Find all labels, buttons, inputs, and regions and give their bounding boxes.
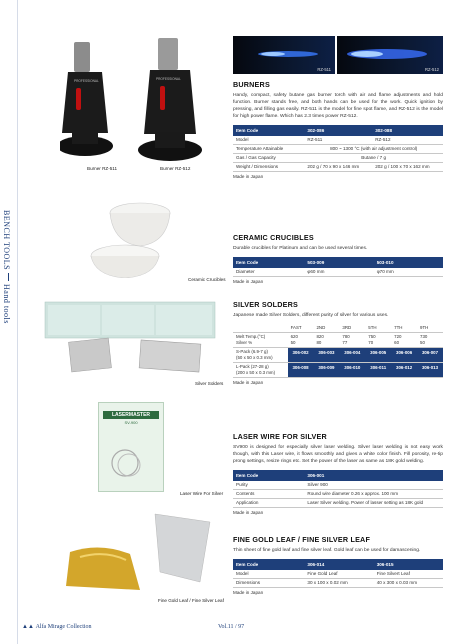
row-label: Contents — [233, 490, 304, 499]
leaf-spec-table — [233, 559, 443, 588]
table-row — [233, 348, 443, 363]
section-burners — [233, 80, 443, 179]
crucibles-photo — [80, 198, 220, 278]
silver-solders-photo — [40, 300, 220, 380]
laser-wire-package-image — [98, 402, 164, 492]
item-code: 306-013 — [417, 363, 443, 378]
row-value: 202 g / 100 x 70 x 162 mm — [372, 163, 443, 172]
flame-label-rz512: RZ-512 — [425, 67, 439, 72]
solders-description: Japanese made Silver Solders, different purity of silver for various uses. — [233, 313, 389, 318]
section-leaf — [233, 535, 443, 595]
row-value: Fine Silvert Leaf — [374, 570, 443, 579]
grade-header: 7TH — [391, 324, 417, 333]
item-code: 306-012 — [391, 363, 417, 378]
row-value: 40 x 300 x 0.03 mm — [374, 579, 443, 588]
caption-laser-wire: Laser Wire For Silver — [180, 491, 224, 496]
caption-burner-rz512: Burner RZ-512 — [160, 166, 191, 171]
package-model: SV-900 — [124, 420, 138, 425]
crucibles-col-head: Item Code — [233, 257, 304, 268]
leaf-title: FINE GOLD LEAF / FINE SILVER LEAF — [233, 535, 371, 544]
row-value: Butane / 7 g — [304, 154, 443, 163]
footer-page-number: Vol.11 / 97 — [218, 624, 245, 630]
solders-title: SILVER SOLDERS — [233, 300, 298, 309]
crucibles-made-in: Made in Japan — [233, 279, 264, 284]
side-rule — [17, 0, 18, 644]
row-label: Purity — [233, 481, 304, 490]
row-label: Weight / Dimensions — [233, 163, 304, 172]
table-row — [233, 154, 443, 163]
row-value: 730 50 — [417, 333, 443, 348]
side-main-label: BENCH TOOLS — [2, 210, 11, 271]
leaf-code-1: 306-014 — [304, 559, 373, 570]
item-code: 306-008 — [288, 363, 314, 378]
row-value: 820 80 — [313, 333, 339, 348]
item-code: 306-010 — [339, 363, 365, 378]
row-value: φ60 mm — [304, 268, 373, 277]
flame-photo-rz511 — [233, 36, 335, 74]
row-value: Fine Gold Leaf — [304, 570, 373, 579]
table-row — [233, 579, 443, 588]
item-code: 306-003 — [313, 348, 339, 363]
side-sub-label: Hand tools — [2, 284, 11, 324]
row-value: Silver 900 — [304, 481, 443, 490]
item-code: 306-004 — [339, 348, 365, 363]
row-value: 780 77 — [339, 333, 365, 348]
burner-rz511-image — [60, 42, 113, 156]
item-code: 306-007 — [417, 348, 443, 363]
svg-text:PROFESSIONAL: PROFESSIONAL — [156, 77, 181, 81]
section-laser-wire — [233, 432, 443, 515]
leaf-made-in: Made in Japan — [233, 590, 264, 595]
table-row — [233, 363, 443, 378]
row-label — [233, 324, 288, 333]
grade-header: 3RD — [339, 324, 365, 333]
grade-header: 2ND — [313, 324, 339, 333]
item-code: 306-002 — [288, 348, 314, 363]
caption-silver-solders: Silver Solders — [195, 381, 224, 386]
row-label: Temperature Attainable — [233, 145, 304, 154]
section-silver-solders — [233, 300, 443, 385]
row-value: RZ-511 — [304, 136, 372, 145]
laser-title: LASER WIRE FOR SILVER — [233, 432, 327, 441]
row-value: φ70 mm — [374, 268, 443, 277]
flame-label-rz511: RZ-511 — [317, 67, 331, 72]
item-code: 306-005 — [365, 348, 391, 363]
row-value: 30 x 100 x 0.02 mm — [304, 579, 373, 588]
table-row — [233, 163, 443, 172]
leaf-description: Thin sheet of fine gold leaf and fine silver leaf. Gold leaf can be used for damascening. — [233, 548, 421, 553]
table-row — [233, 145, 443, 154]
table-row — [233, 499, 443, 508]
page-footer — [22, 624, 442, 630]
caption-leaf: Fine Gold Leaf / Fine Silver Leaf — [158, 598, 224, 603]
table-row — [233, 570, 443, 579]
footer-brand: Alfa Mirage Collection — [35, 624, 92, 630]
item-code: 306-006 — [391, 348, 417, 363]
row-label: Model — [233, 136, 304, 145]
laser-made-in: Made in Japan — [233, 510, 264, 515]
side-section-label — [2, 210, 14, 340]
leaf-code-2: 306-015 — [374, 559, 443, 570]
crucibles-spec-table — [233, 257, 443, 277]
row-label: Melt Temp.(°C) Silver % — [233, 333, 288, 348]
row-value: 720 60 — [391, 333, 417, 348]
item-code: 306-011 — [365, 363, 391, 378]
solders-made-in: Made in Japan — [233, 380, 264, 385]
row-label: S-Pack (6.9-7 g) (50 x 50 x 0.3 mm) — [233, 348, 288, 363]
brand-logo-icon: ▲▲ — [22, 624, 34, 630]
caption-burner-rz511: Burner RZ-511 — [87, 166, 118, 171]
burners-made-in: Made in Japan — [233, 174, 264, 179]
row-label: L-Pack (27-28 g) (200 x 50 x 0.3 mm) — [233, 363, 288, 378]
crucibles-code-1: 503-009 — [304, 257, 373, 268]
burner-rz512-image — [138, 38, 202, 161]
solders-spec-table — [233, 324, 443, 378]
burners-spec-table — [233, 125, 443, 172]
table-row — [233, 324, 443, 333]
row-value: 620 50 — [288, 333, 314, 348]
row-label: Diameter — [233, 268, 304, 277]
crucibles-title: CERAMIC CRUCIBLES — [233, 233, 314, 242]
row-value: 800 ~ 1300 °C (with air adjustment control) — [304, 145, 443, 154]
row-value: Laser Silver welding. Power of lasser setting as 18K gold — [304, 499, 443, 508]
table-row — [233, 490, 443, 499]
row-value: 202 g / 70 x 90 x 146 mm — [304, 163, 372, 172]
caption-crucibles: Ceramic Crucibles — [188, 277, 226, 282]
flame-photo-rz512 — [337, 36, 443, 74]
laser-col-head: Item Code — [233, 470, 304, 481]
table-row — [233, 136, 443, 145]
package-brand: LASERMASTER — [103, 411, 159, 419]
table-row — [233, 481, 443, 490]
table-row — [233, 268, 443, 277]
side-divider — [8, 273, 9, 281]
burners-code-1: 302-086 — [304, 125, 372, 136]
burners-code-2: 302-088 — [372, 125, 443, 136]
laser-spec-table — [233, 470, 443, 508]
wire-coil-icon — [99, 437, 163, 487]
crucibles-description: Durable crucibles for Platinum and can be used several times. — [233, 246, 368, 251]
grade-header: FAST — [288, 324, 314, 333]
section-crucibles — [233, 233, 443, 284]
item-code: 306-009 — [313, 363, 339, 378]
leaf-photo — [60, 512, 228, 592]
burners-description: Handy, compact, safety butane gas burner torch with air and flame adjustments and hold function. Burner stands free, and both hands can be used for the work. Quick ignition by pressing, and filling gas easily. RZ-511 is the model for fine spot flame, and RZ-512 is the model for high power flame. Which has 2.3 times power RZ-512. — [233, 93, 443, 119]
row-label: Dimensions — [233, 579, 304, 588]
burner-photo — [60, 38, 230, 178]
leaf-col-head: Item Code — [233, 559, 304, 570]
row-label: Application — [233, 499, 304, 508]
table-row — [233, 333, 443, 348]
svg-text:PROFESSIONAL: PROFESSIONAL — [74, 79, 99, 83]
row-label: Gas / Gas Capacity — [233, 154, 304, 163]
laser-code: 306-001 — [304, 470, 443, 481]
row-value: RZ-512 — [372, 136, 443, 145]
row-value: Round wire diameter 0.26 x approx. 100 mm — [304, 490, 443, 499]
burners-title: BURNERS — [233, 80, 270, 89]
crucibles-code-2: 503-010 — [374, 257, 443, 268]
grade-header: 5TH — [365, 324, 391, 333]
burners-col-head: Item Code — [233, 125, 304, 136]
grade-header: 9TH — [417, 324, 443, 333]
laser-description: SV900 is designed for especially silver laser welding. Silver laser welding is not easy work though, with this Laser wire, it flows smoothly and gives a white color finish. Fill porosity, re-tip prong settings, resize rings etc. Set the power of the laser as same as 18K gold welding. — [233, 445, 443, 464]
row-value: 750 70 — [365, 333, 391, 348]
row-label: Model — [233, 570, 304, 579]
